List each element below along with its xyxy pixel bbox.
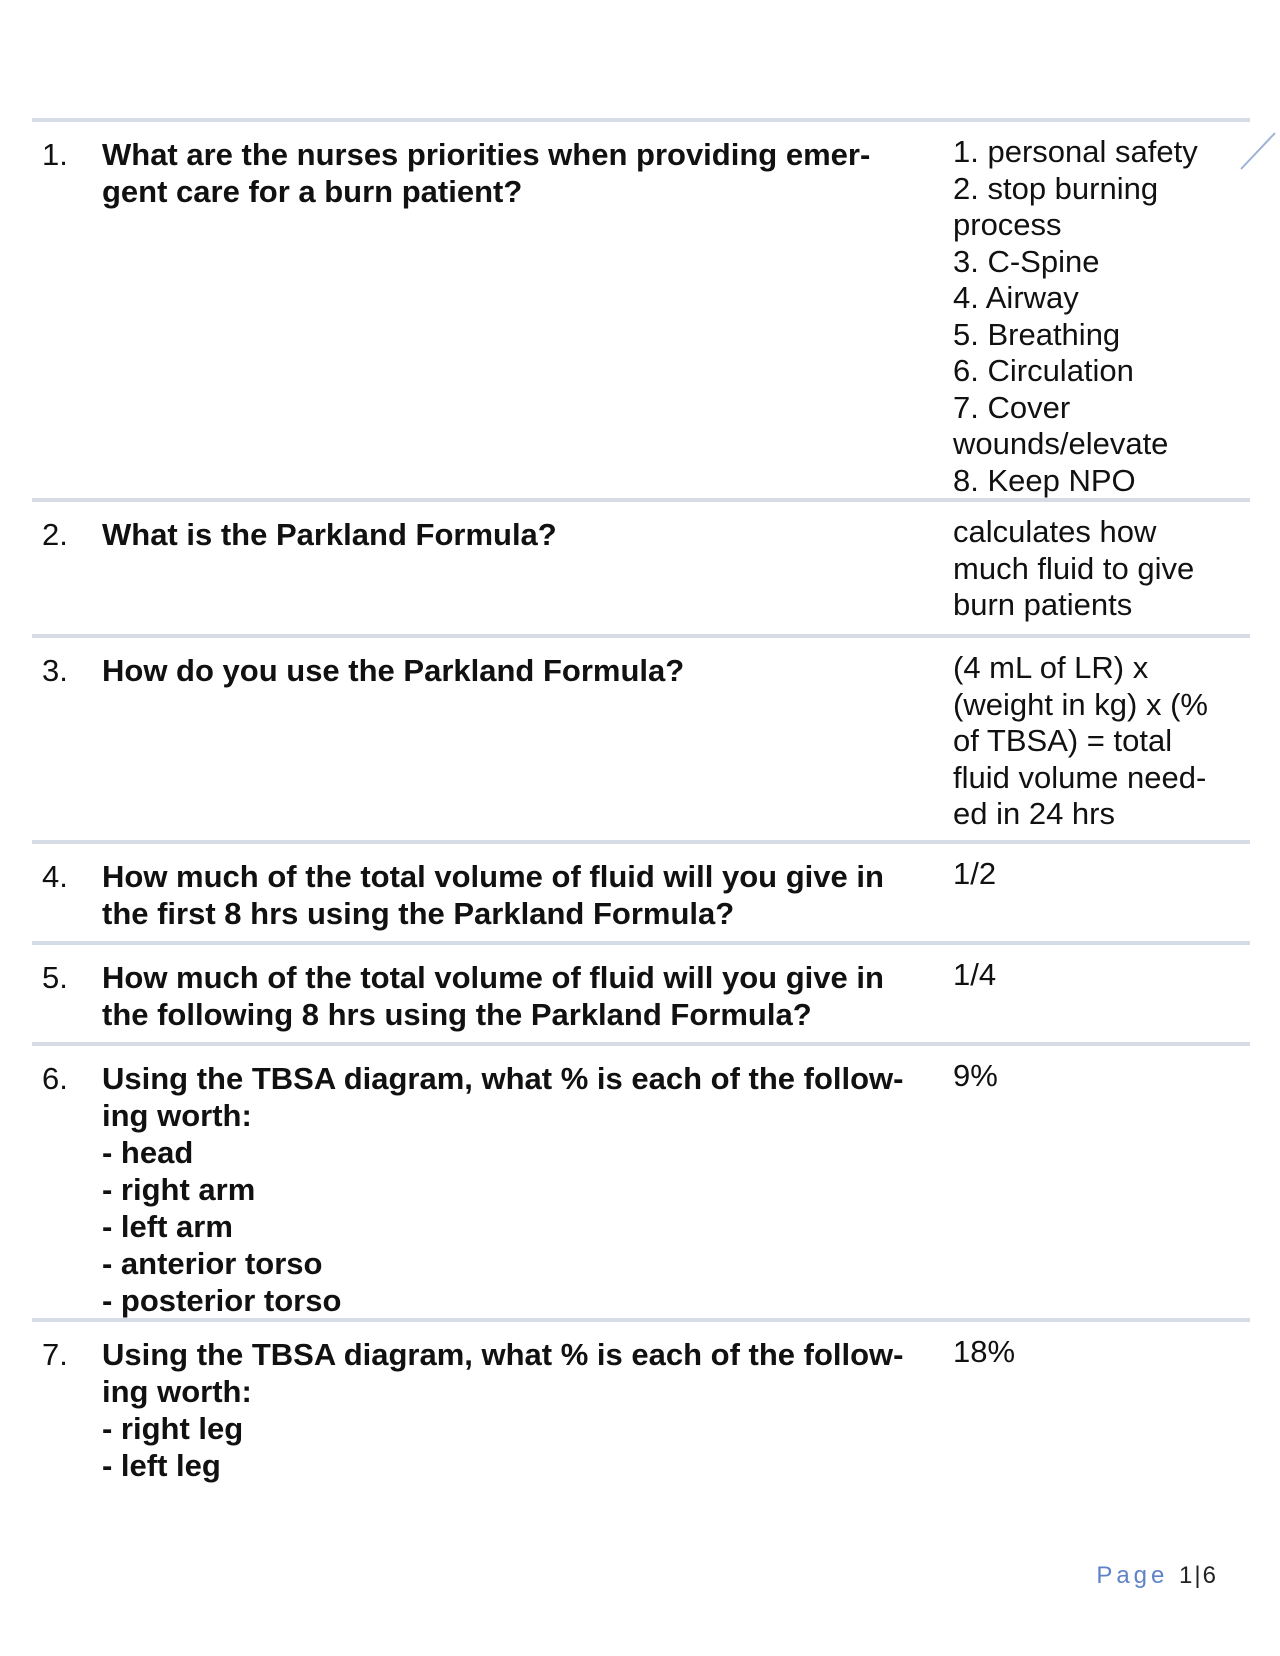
answer-text: 9% xyxy=(953,1058,998,1093)
question-row-3 xyxy=(32,634,1250,840)
question-text: How much of the total volume of fluid will you give in the following 8 hrs using the Parkland Formula? xyxy=(102,960,884,1032)
question-text: What are the nurses priorities when providing emer- gent care for a burn patient? xyxy=(102,137,871,209)
question-row-6 xyxy=(32,1042,1250,1318)
total-pages-number: 6 xyxy=(1202,1562,1218,1589)
question-text: Using the TBSA diagram, what % is each of the follow- ing worth: - right leg - left leg xyxy=(102,1337,904,1483)
question-number: 4. xyxy=(42,859,68,894)
question-text: What is the Parkland Formula? xyxy=(102,517,557,552)
question-number: 5. xyxy=(42,960,68,995)
question-text: How much of the total volume of fluid will you give in the first 8 hrs using the Parkland Formula? xyxy=(102,859,884,931)
answer-text: 1. personal safety 2. stop burning process 3. C-Spine 4. Airway 5. Breathing 6. Circulation 7. Cover wounds/elevate 8. Keep NPO xyxy=(953,134,1198,498)
question-number: 3. xyxy=(42,653,68,688)
answer-text: calculates how much fluid to give burn patients xyxy=(953,514,1195,622)
page-separator: | xyxy=(1194,1562,1203,1589)
question-row-4 xyxy=(32,840,1250,941)
question-number: 6. xyxy=(42,1061,68,1096)
answer-text: 18% xyxy=(953,1334,1016,1369)
question-row-7 xyxy=(32,1318,1250,1492)
question-row-5 xyxy=(32,941,1250,1042)
question-text: Using the TBSA diagram, what % is each of the follow- ing worth: - head - right arm - left arm - anterior torso - posterior torso xyxy=(102,1061,904,1318)
page-footer xyxy=(1096,1561,1218,1591)
question-row-1 xyxy=(32,118,1250,498)
answer-text: 1/2 xyxy=(953,856,997,891)
answer-text: (4 mL of LR) x (weight in kg) x (% of TBSA) = total fluid volume need- ed in 24 hrs xyxy=(953,650,1208,831)
question-number: 2. xyxy=(42,517,68,552)
page-label: Page xyxy=(1096,1562,1169,1589)
question-number: 7. xyxy=(42,1337,68,1372)
answer-text: 1/4 xyxy=(953,957,997,992)
question-number: 1. xyxy=(42,137,68,172)
flashcard-list xyxy=(32,118,1250,1492)
question-text: How do you use the Parkland Formula? xyxy=(102,653,685,688)
question-row-2 xyxy=(32,498,1250,634)
current-page-number: 1 xyxy=(1179,1562,1195,1589)
